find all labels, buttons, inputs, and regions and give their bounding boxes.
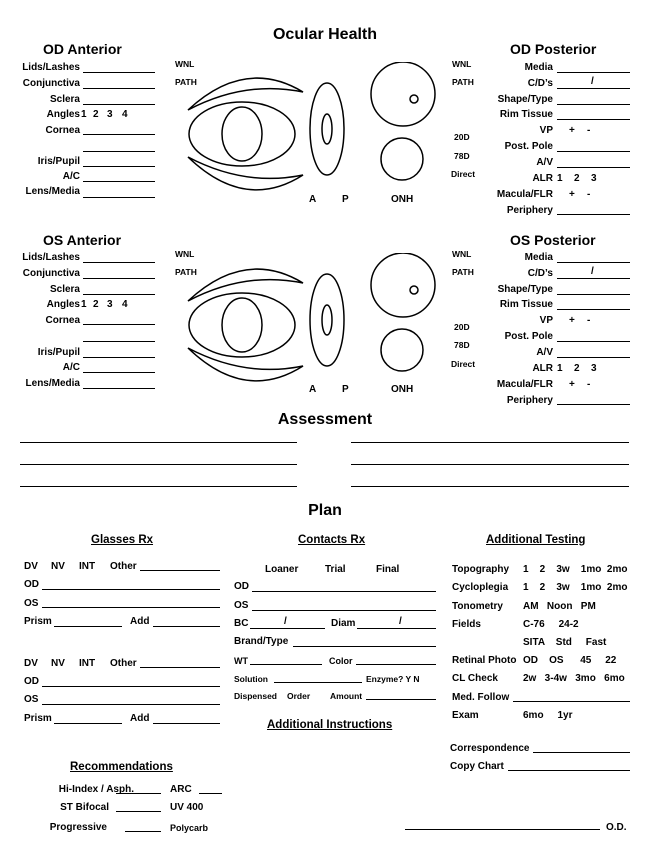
os-iris-field[interactable] (83, 357, 155, 358)
os-label-ac: A/C (62, 362, 80, 373)
glasses-rx-title: Glasses Rx (91, 534, 154, 546)
os-lens-78d[interactable]: 78D (454, 340, 470, 350)
contacts-rx-title: Contacts Rx (298, 534, 366, 546)
contacts-bc-slash: / (284, 616, 287, 627)
od-wnl-right[interactable]: WNL (452, 59, 472, 69)
signature-suffix: O.D. (606, 822, 627, 833)
os-posterior-title: OS Posterior (510, 232, 596, 248)
assessment-line-1[interactable] (20, 442, 297, 443)
os-sclera-field[interactable] (83, 294, 155, 295)
glasses1-od-field[interactable] (42, 589, 220, 590)
os-label-iris: Iris/Pupil (37, 347, 80, 358)
od-vp-minus[interactable]: - (587, 125, 591, 136)
od-label-conjunctiva: Conjunctiva (22, 78, 80, 89)
od-cd-field[interactable] (557, 88, 630, 89)
rec-progressive-label: Progressive (49, 822, 107, 833)
od-label-macula: Macula/FLR (496, 189, 553, 200)
testing-label-exam: Exam (452, 710, 479, 721)
assessment-line-2[interactable] (351, 442, 629, 443)
contacts-amount-label: Amount (330, 691, 363, 701)
os-label-alr: ALR (532, 363, 553, 374)
os-cornea-field[interactable] (83, 324, 155, 325)
od-cornea-field-2[interactable] (83, 151, 155, 152)
testing-label-tonometry: Tonometry (452, 601, 503, 612)
testing-opts-topography[interactable]: 1 2 3w 1mo 2mo (523, 564, 628, 575)
testing-label-cycloplegia: Cycloplegia (452, 582, 509, 593)
od-wnl-left[interactable]: WNL (175, 59, 195, 69)
glasses2-os-label: OS (24, 694, 39, 705)
os-eye-diagram[interactable] (185, 253, 450, 398)
copy-chart-field[interactable] (508, 770, 630, 771)
glasses2-od-field[interactable] (42, 686, 220, 687)
assessment-line-3[interactable] (20, 464, 297, 465)
os-label-av: A/V (536, 347, 553, 358)
os-alr-2[interactable]: 2 (574, 363, 580, 374)
glasses1-other[interactable]: Other (110, 561, 137, 572)
glasses1-od-label: OD (24, 579, 39, 590)
od-av-field[interactable] (557, 167, 630, 168)
contacts-bc-label: BC (234, 618, 249, 629)
od-ac-field[interactable] (83, 181, 155, 182)
testing-opts-exam[interactable]: 6mo 1yr (523, 710, 573, 721)
od-postpole-field[interactable] (557, 151, 630, 152)
glasses2-od-label: OD (24, 676, 39, 687)
od-iris-field[interactable] (83, 166, 155, 167)
od-sclera-field[interactable] (83, 104, 155, 105)
os-wnl-left[interactable]: WNL (175, 249, 195, 259)
od-lens-field[interactable] (83, 197, 155, 198)
contacts-trial[interactable]: Trial (325, 564, 346, 575)
os-wnl-right[interactable]: WNL (452, 249, 472, 259)
od-angle-2[interactable]: 2 (93, 109, 99, 120)
glasses1-os-field[interactable] (42, 607, 220, 608)
rec-arc-field[interactable] (199, 793, 222, 794)
os-label-angles: Angles (46, 299, 80, 310)
contacts-brand-label: Brand/Type (234, 636, 289, 647)
od-drawing-onh: ONH (391, 194, 414, 205)
correspondence-field[interactable] (533, 752, 630, 753)
os-shape-field[interactable] (557, 294, 630, 295)
contacts-os-label: OS (234, 600, 249, 611)
os-cornea-field-2[interactable] (83, 341, 155, 342)
os-path-right[interactable]: PATH (452, 267, 474, 277)
contacts-enzyme[interactable]: Enzyme? Y N (366, 674, 420, 684)
od-label-angles: Angles (46, 109, 80, 120)
assessment-line-5[interactable] (20, 486, 297, 487)
od-alr-3[interactable]: 3 (591, 173, 597, 184)
rec-st-bifocal-field[interactable] (116, 811, 161, 812)
glasses2-other[interactable]: Other (110, 658, 137, 669)
contacts-order[interactable]: Order (287, 691, 311, 701)
od-rim-field[interactable] (557, 119, 630, 120)
os-angle-3[interactable]: 3 (107, 299, 113, 310)
os-macula-plus[interactable]: + (569, 379, 575, 390)
os-label-conjunctiva: Conjunctiva (22, 268, 80, 279)
contacts-solution-label: Solution (234, 674, 268, 684)
os-vp-plus[interactable]: + (569, 315, 575, 326)
od-path-left[interactable]: PATH (175, 77, 197, 87)
od-shape-field[interactable] (557, 104, 630, 105)
os-label-cornea: Cornea (45, 315, 80, 326)
od-drawing-p: P (342, 194, 349, 205)
page-title: Ocular Health (272, 26, 378, 43)
rec-hi-index-label: Hi-Index / Asph. (58, 784, 134, 795)
od-label-cd: C/D’s (527, 78, 553, 89)
od-lens-78d[interactable]: 78D (454, 151, 470, 161)
os-conjunctiva-field[interactable] (83, 278, 155, 279)
os-direct[interactable]: Direct (451, 359, 476, 369)
od-label-shape: Shape/Type (497, 94, 553, 105)
os-label-rim: Rim Tissue (499, 299, 553, 310)
glasses2-prism-label: Prism (24, 713, 52, 724)
os-drawing-a: A (309, 384, 317, 395)
os-vp-minus[interactable]: - (587, 315, 591, 326)
os-label-cd: C/D’s (527, 268, 553, 279)
contacts-bc-field[interactable] (250, 628, 325, 629)
os-anterior-title: OS Anterior (43, 232, 122, 248)
od-label-periphery: Periphery (506, 205, 553, 216)
os-drawing-onh: ONH (391, 384, 414, 395)
od-cd-slash: / (591, 76, 594, 87)
od-conjunctiva-field[interactable] (83, 88, 155, 89)
od-vp-plus[interactable]: + (569, 125, 575, 136)
od-label-av: A/V (536, 157, 553, 168)
testing-opts-cl-check[interactable]: 2w 3-4w 3mo 6mo (523, 673, 625, 684)
os-lids-field[interactable] (83, 262, 155, 263)
glasses1-prism-label: Prism (24, 616, 52, 627)
assessment-line-6[interactable] (351, 486, 629, 487)
os-alr-3[interactable]: 3 (591, 363, 597, 374)
contacts-color-label: Color (329, 656, 353, 666)
contacts-color-field[interactable] (356, 664, 436, 665)
od-angle-3[interactable]: 3 (107, 109, 113, 120)
glasses1-os-label: OS (24, 598, 39, 609)
contacts-final[interactable]: Final (376, 564, 400, 575)
os-cd-field[interactable] (557, 278, 630, 279)
testing-label-med-follow: Med. Follow (452, 692, 510, 703)
os-label-media: Media (524, 252, 553, 263)
od-macula-plus[interactable]: + (569, 189, 575, 200)
os-av-field[interactable] (557, 357, 630, 358)
os-periphery-field[interactable] (557, 404, 630, 405)
os-lens-field[interactable] (83, 388, 155, 389)
od-media-field[interactable] (557, 72, 630, 73)
os-label-vp: VP (539, 315, 553, 326)
contacts-loaner[interactable]: Loaner (265, 564, 299, 575)
correspondence-label: Correspondence (450, 743, 530, 754)
glasses1-other-field[interactable] (140, 570, 220, 571)
glasses2-other-field[interactable] (140, 667, 220, 668)
additional-instructions-title: Additional Instructions (267, 719, 393, 731)
od-label-media: Media (524, 62, 553, 73)
od-drawing-a: A (309, 194, 317, 205)
od-label-lens: Lens/Media (25, 186, 80, 197)
glasses1-int[interactable]: INT (79, 561, 96, 572)
testing-label-fields: Fields (452, 619, 481, 630)
os-angle-1[interactable]: 1 (81, 299, 87, 310)
od-label-lids: Lids/Lashes (22, 62, 80, 73)
od-path-right[interactable]: PATH (452, 77, 474, 87)
glasses2-add-field[interactable] (153, 723, 220, 724)
od-label-sclera: Sclera (49, 94, 80, 105)
os-rim-field[interactable] (557, 309, 630, 310)
os-lens-20d[interactable]: 20D (454, 322, 470, 332)
od-cornea-field[interactable] (83, 134, 155, 135)
contacts-diam-label: Diam (331, 618, 356, 629)
glasses2-nv[interactable]: NV (51, 658, 65, 669)
os-postpole-field[interactable] (557, 341, 630, 342)
assessment-line-4[interactable] (351, 464, 629, 465)
os-label-periphery: Periphery (506, 395, 553, 406)
glasses1-add-label: Add (130, 616, 150, 627)
testing-opts-fields-2[interactable]: SITA Std Fast (523, 637, 607, 648)
contacts-wt-field[interactable] (250, 664, 322, 665)
testing-label-retinal-photo: Retinal Photo (452, 655, 517, 666)
testing-med-follow-field[interactable] (513, 701, 630, 702)
glasses2-add-label: Add (130, 713, 150, 724)
rec-progressive-field[interactable] (125, 831, 161, 832)
os-macula-minus[interactable]: - (587, 379, 591, 390)
od-label-vp: VP (539, 125, 553, 136)
copy-chart-label: Copy Chart (450, 761, 504, 772)
additional-testing-title: Additional Testing (486, 534, 586, 546)
od-periphery-field[interactable] (557, 214, 630, 215)
os-path-left[interactable]: PATH (175, 267, 197, 277)
od-posterior-title: OD Posterior (510, 41, 597, 57)
glasses2-int[interactable]: INT (79, 658, 96, 669)
od-alr-2[interactable]: 2 (574, 173, 580, 184)
glasses1-dv[interactable]: DV (24, 561, 38, 572)
od-label-postpole: Post. Pole (504, 141, 553, 152)
os-angle-4[interactable]: 4 (122, 299, 128, 310)
od-lens-20d[interactable]: 20D (454, 132, 470, 142)
doctor-signature-line[interactable] (405, 829, 600, 830)
os-alr-1[interactable]: 1 (557, 363, 563, 374)
contacts-solution-field[interactable] (274, 682, 362, 683)
od-label-cornea: Cornea (45, 125, 80, 136)
contacts-dispensed[interactable]: Dispensed (234, 691, 277, 701)
rec-polycarb: Polycarb (170, 823, 209, 833)
contacts-amount-field[interactable] (366, 699, 436, 700)
glasses2-dv[interactable]: DV (24, 658, 38, 669)
os-media-field[interactable] (557, 262, 630, 263)
os-label-shape: Shape/Type (497, 284, 553, 295)
contacts-diam-field[interactable] (357, 628, 436, 629)
od-macula-minus[interactable]: - (587, 189, 591, 200)
glasses2-prism-field[interactable] (54, 723, 122, 724)
plan-title: Plan (308, 502, 342, 519)
od-angle-1[interactable]: 1 (81, 109, 87, 120)
od-label-alr: ALR (532, 173, 553, 184)
od-label-rim: Rim Tissue (499, 109, 553, 120)
testing-opts-fields[interactable]: C-76 24-2 (523, 619, 579, 630)
od-anterior-title: OD Anterior (43, 41, 122, 57)
contacts-os-field[interactable] (252, 610, 436, 611)
os-label-macula: Macula/FLR (496, 379, 553, 390)
rec-hi-index-field[interactable] (116, 793, 161, 794)
os-angle-2[interactable]: 2 (93, 299, 99, 310)
contacts-od-label: OD (234, 581, 249, 592)
testing-opts-tonometry[interactable]: AM Noon PM (523, 601, 596, 612)
od-alr-1[interactable]: 1 (557, 173, 563, 184)
os-label-sclera: Sclera (49, 284, 80, 295)
os-drawing-p: P (342, 384, 349, 395)
rec-uv400: UV 400 (170, 802, 204, 813)
rec-arc: ARC (170, 784, 192, 795)
od-direct[interactable]: Direct (451, 169, 476, 179)
glasses1-add-field[interactable] (153, 626, 220, 627)
os-label-lens: Lens/Media (25, 378, 80, 389)
od-eye-diagram[interactable] (185, 62, 450, 207)
od-label-iris: Iris/Pupil (37, 156, 80, 167)
contacts-brand-field[interactable] (293, 646, 436, 647)
os-ac-field[interactable] (83, 372, 155, 373)
glasses1-nv[interactable]: NV (51, 561, 65, 572)
glasses1-prism-field[interactable] (54, 626, 122, 627)
os-label-lids: Lids/Lashes (22, 252, 80, 263)
contacts-od-field[interactable] (252, 591, 436, 592)
assessment-title: Assessment (277, 411, 373, 428)
testing-label-topography: Topography (452, 564, 510, 575)
od-angle-4[interactable]: 4 (122, 109, 128, 120)
testing-opts-cycloplegia[interactable]: 1 2 3w 1mo 2mo (523, 582, 628, 593)
os-label-postpole: Post. Pole (504, 331, 553, 342)
od-lids-field[interactable] (83, 72, 155, 73)
recommendations-title: Recommendations (70, 761, 173, 773)
od-label-ac: A/C (62, 171, 80, 182)
contacts-diam-slash: / (399, 616, 402, 627)
testing-opts-retinal-photo[interactable]: OD OS 45 22 (523, 655, 617, 666)
contacts-wt-label: WT (234, 656, 248, 666)
rec-st-bifocal-label: ST Bifocal (60, 802, 109, 813)
testing-label-cl-check: CL Check (452, 673, 498, 684)
glasses2-os-field[interactable] (42, 704, 220, 705)
os-cd-slash: / (591, 266, 594, 277)
